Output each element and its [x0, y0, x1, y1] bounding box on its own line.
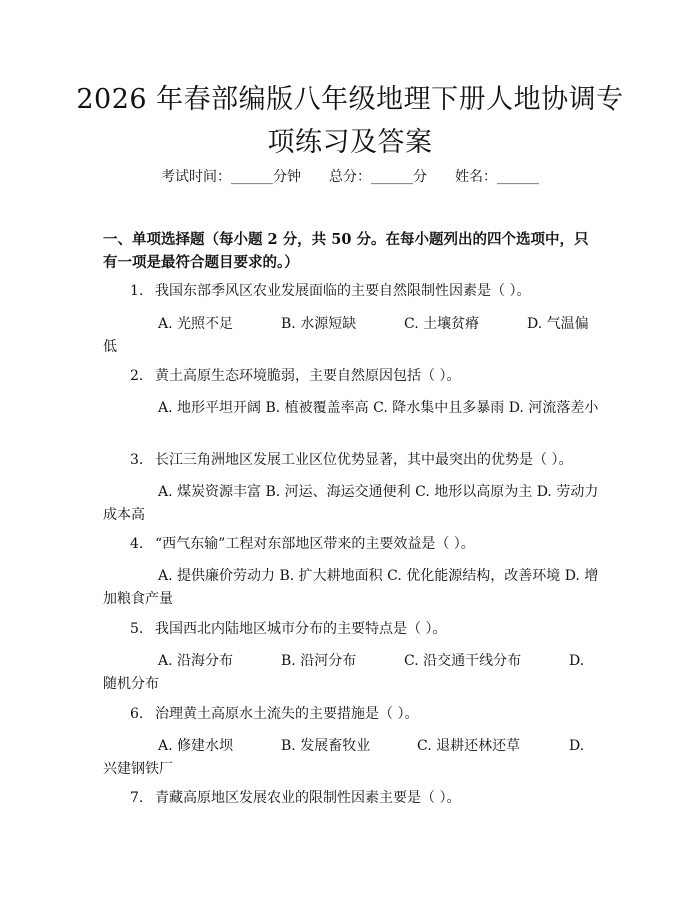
question-stem: [103, 618, 600, 640]
question-number: 3.: [130, 452, 144, 468]
question-options: [103, 313, 600, 359]
option-a: A. 煤炭资源丰富: [158, 484, 262, 500]
question-text: 青藏高原地区发展农业的限制性因素主要是（ ）。: [155, 790, 461, 806]
option-b: B. 扩大耕地面积: [279, 568, 383, 584]
question-number: 4.: [130, 536, 144, 552]
option-d: D. 兴建钢铁厂: [103, 738, 585, 777]
question-number: 6.: [130, 706, 144, 722]
question-number: 5.: [130, 621, 144, 637]
option-d: D. 气温偏低: [103, 316, 589, 355]
exam-info-line: [0, 166, 700, 188]
question-options: [103, 735, 600, 781]
question-options: [103, 565, 600, 611]
option-b: B. 水源短缺: [281, 316, 357, 332]
question-stem: [103, 533, 600, 555]
option-c: C. 降水集中且多暴雨: [373, 400, 505, 416]
option-c: C. 沿交通干线分布: [404, 653, 522, 669]
option-b: B. 发展畜牧业: [281, 738, 371, 754]
option-c: C. 土壤贫瘠: [404, 316, 480, 332]
question-options: [103, 650, 600, 696]
option-c: C. 地形以高原为主: [415, 484, 533, 500]
question-text: 黄土高原生态环境脆弱，主要自然原因包括（ ）。: [155, 368, 461, 384]
option-a: A. 提供廉价劳动力: [158, 568, 276, 584]
question-stem: [103, 703, 600, 725]
option-a: A. 地形平坦开阔: [158, 400, 262, 416]
option-c: C. 退耕还林还草: [417, 738, 521, 754]
option-a: A. 修建水坝: [158, 738, 234, 754]
question-number: 7.: [130, 790, 144, 806]
option-d: D. 劳动力成本高: [103, 484, 599, 523]
question-text: 我国西北内陆地区城市分布的主要特点是（ ）。: [155, 621, 447, 637]
exam-time-field: 考试时间：______分钟: [161, 169, 301, 185]
question-number: 1.: [130, 283, 144, 299]
question-text: 我国东部季风区农业发展面临的主要自然限制性因素是（ ）。: [155, 283, 531, 299]
student-name-field: 姓名：______: [455, 169, 539, 185]
total-score-field: 总分：______分: [329, 169, 427, 185]
question-options: [103, 481, 600, 527]
question-options: [103, 397, 600, 420]
option-d: D. 河流落差小: [508, 400, 599, 416]
option-d: D. 增加粮食产量: [103, 568, 599, 607]
question-text: 治理黄土高原水土流失的主要措施是（ ）。: [155, 706, 419, 722]
question-stem: [103, 365, 600, 387]
title-line-2: 项练习及答案: [267, 127, 433, 158]
option-b: B. 河运、海运交通便利: [265, 484, 411, 500]
page-title: [60, 78, 640, 164]
option-d: D. 随机分布: [103, 653, 585, 692]
question-stem: [103, 280, 600, 302]
option-c: C. 优化能源结构，改善环境: [387, 568, 561, 584]
question-number: 2.: [130, 368, 144, 384]
title-line-1: 2026 年春部编版八年级地理下册人地协调专: [76, 84, 624, 115]
question-text: “西气东输”工程对东部地区带来的主要效益是（ ）。: [155, 536, 475, 552]
question-stem: [103, 787, 600, 809]
question-text: 长江三角洲地区发展工业区位优势显著，其中最突出的优势是（ ）。: [155, 452, 573, 468]
option-a: A. 沿海分布: [158, 653, 234, 669]
question-stem: [103, 449, 600, 471]
option-a: A. 光照不足: [158, 316, 234, 332]
option-b: B. 植被覆盖率高: [265, 400, 369, 416]
option-b: B. 沿河分布: [281, 653, 357, 669]
section-heading: 一、单项选择题（每小题 2 分，共 50 分。在每小题列出的四个选项中，只有一项是最符合题目要求的。）: [103, 231, 589, 271]
